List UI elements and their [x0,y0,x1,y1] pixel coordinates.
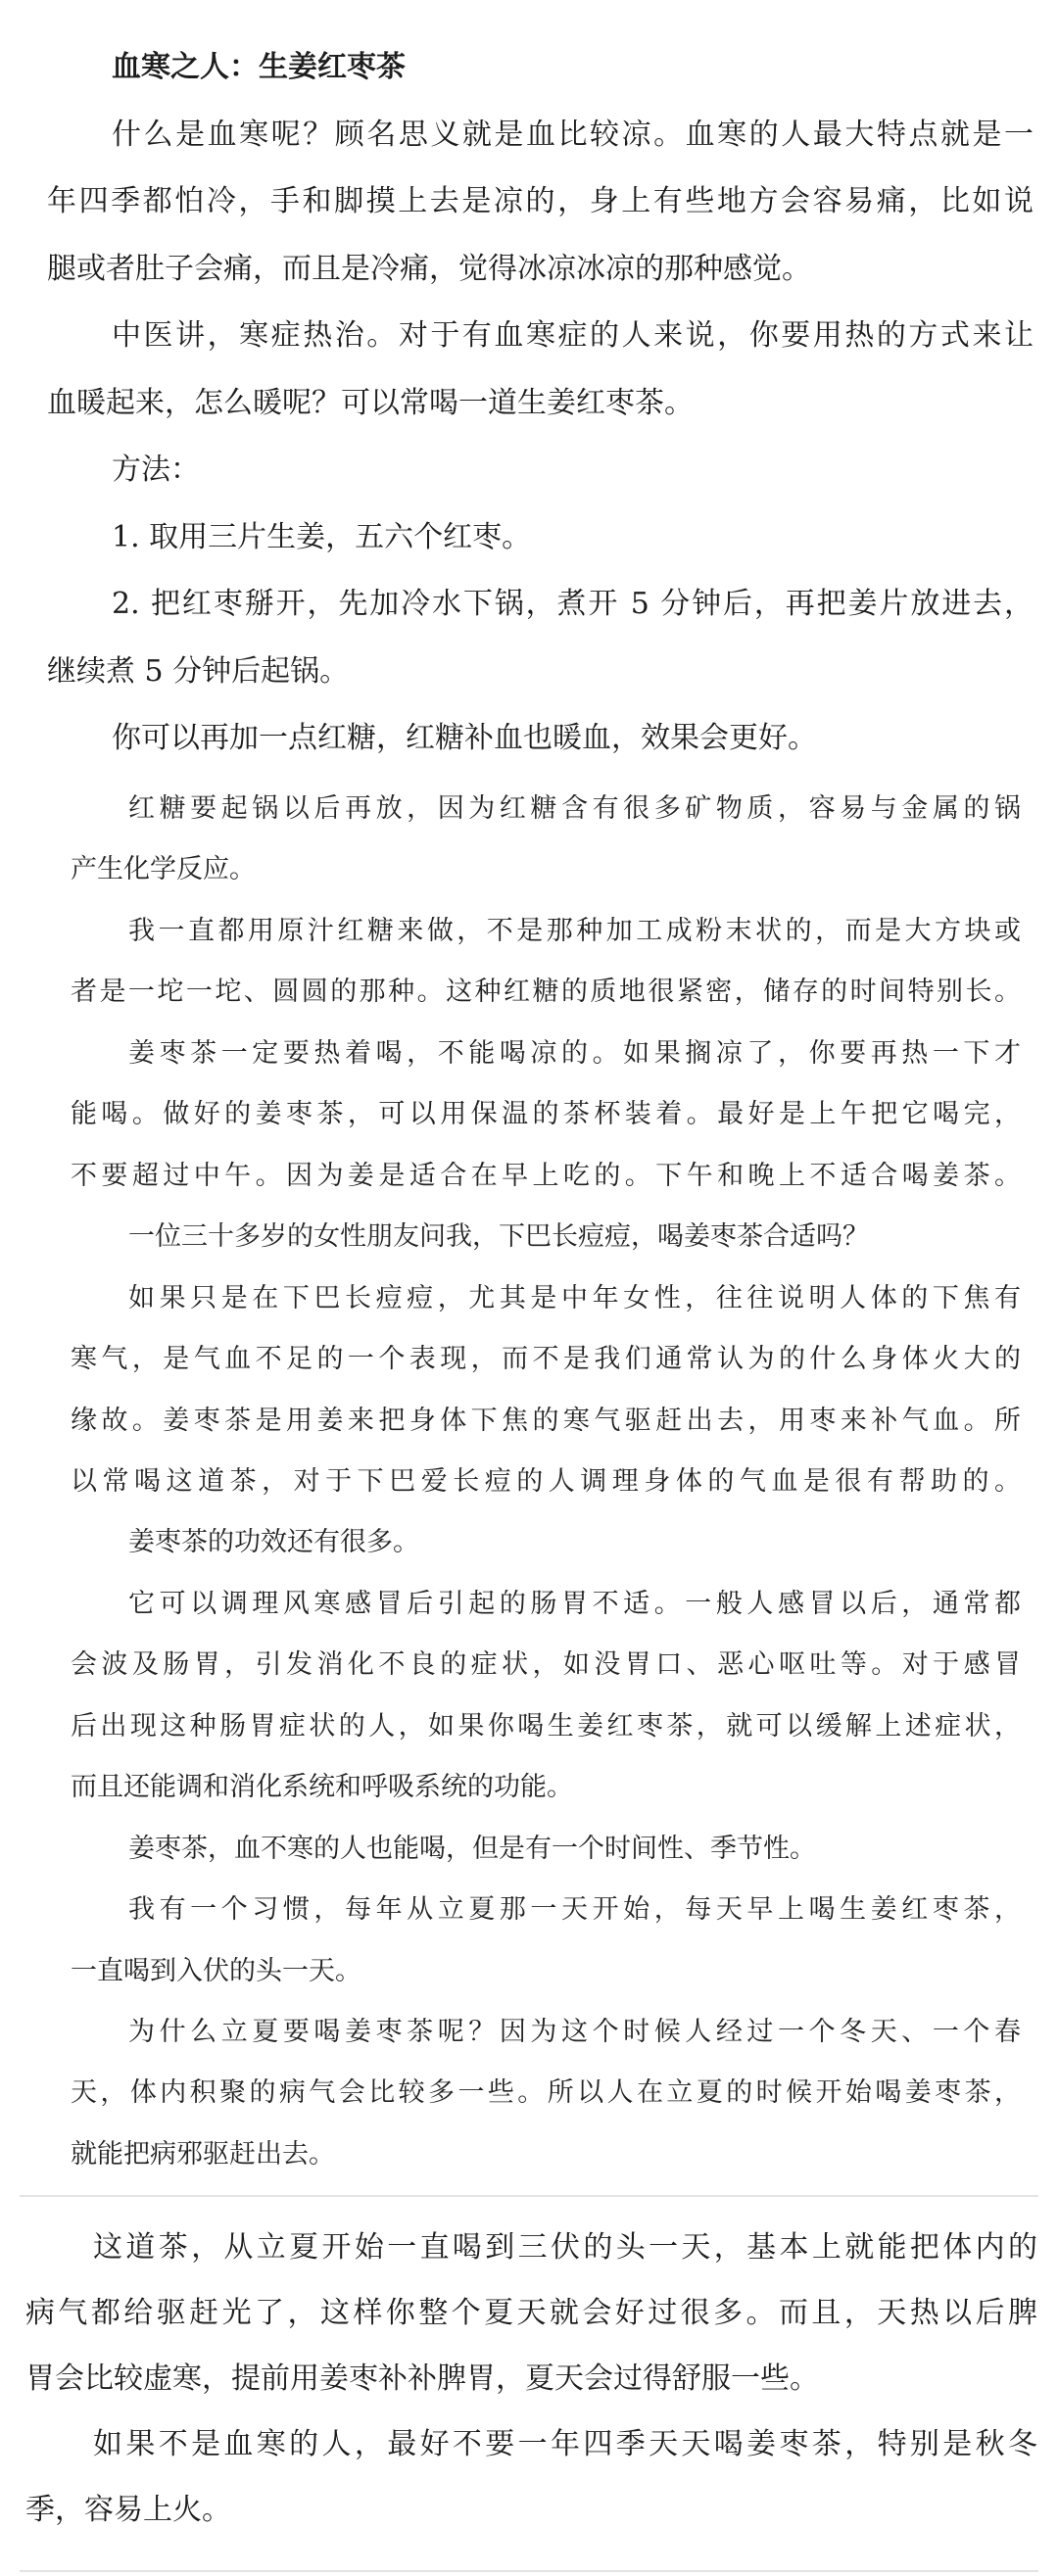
paragraph-line: 我有一个习惯，每年从立夏那一天开始，每天早上喝生姜红枣茶， [128,1894,1021,1926]
paragraph-line: 腿或者肚子会痛，而且是冷痛，觉得冰凉冰凉的那种感觉。 [47,251,811,286]
paragraph-line: 你可以再加一点红糖，红糖补血也暖血，效果会更好。 [112,721,817,755]
paragraph-line: 继续煮 5 分钟后起锅。 [47,653,350,689]
paragraph-line: 血暖起来，怎么暖呢？可以常喝一道生姜红枣茶。 [47,385,694,420]
paragraph-line: 不要超过中午。因为姜是适合在早上吃的。下午和晚上不适合喝姜茶。 [71,1160,1021,1191]
paragraph-line: 这道茶，从立夏开始一直喝到三伏的头一天，基本上就能把体内的 [93,2230,1037,2265]
paragraph-line: 如果只是在下巴长痘痘，尤其是中年女性，往往说明人体的下焦有 [128,1282,1021,1313]
paragraph-line: 2. 把红枣掰开，先加冷水下锅，煮开 5 分钟后，再把姜片放进去， [112,587,1034,621]
paragraph-line: 什么是血寒呢？顾名思义就是血比较凉。血寒的人最大特点就是一 [112,117,1034,152]
paragraph-line: 病气都给驱赶光了，这样你整个夏天就会好过很多。而且，天热以后脾 [25,2296,1037,2330]
paragraph-line: 胃会比较虚寒，提前用姜枣补补脾胃，夏天会过得舒服一些。 [25,2361,819,2396]
paragraph-line: 姜枣茶，血不寒的人也能喝，但是有一个时间性、季节性。 [128,1833,816,1864]
paragraph-line: 我一直都用原汁红糖来做，不是那种加工成粉末状的，而是大方块或 [128,915,1021,946]
section-divider [20,2570,1038,2572]
paragraph-line: 产生化学反应。 [71,854,256,885]
paragraph-line: 一位三十多岁的女性朋友问我，下巴长痘痘，喝姜枣茶合适吗？ [128,1221,869,1253]
paragraph-line: 方法： [112,453,200,487]
paragraph-line: 以常喝这道茶，对于下巴爱长痘的人调理身体的气血是很有帮助的。 [71,1465,1021,1497]
paragraph-line: 寒气，是气血不足的一个表现，而不是我们通常认为的什么身体火大的 [71,1344,1021,1375]
paragraph-line: 红糖要起锅以后再放，因为红糖含有很多矿物质，容易与金属的锅 [128,793,1021,824]
section-divider [20,2195,1038,2197]
paragraph-line: 缘故。姜枣茶是用姜来把身体下焦的寒气驱赶出去，用枣来补气血。所 [71,1405,1021,1436]
paragraph-line: 年四季都怕冷，手和脚摸上去是凉的，身上有些地方会容易痛，比如说 [47,184,1034,218]
paragraph-line: 能喝。做好的姜枣茶，可以用保温的茶杯装着。最好是上午把它喝完， [71,1099,1021,1130]
paragraph-line: 姜枣茶的功效还有很多。 [128,1527,419,1558]
paragraph-line: 一直喝到入伏的头一天。 [71,1955,361,1986]
paragraph-line: 季，容易上火。 [25,2493,231,2527]
paragraph-line: 它可以调理风寒感冒后引起的肠胃不适。一般人感冒以后，通常都 [128,1588,1021,1619]
paragraph-line: 为什么立夏要喝姜枣茶呢？因为这个时候人经过一个冬天、一个春 [128,2017,1021,2047]
paragraph-line: 中医讲，寒症热治。对于有血寒症的人来说，你要用热的方式来让 [112,318,1034,353]
paragraph-line: 者是一坨一坨、圆圆的那种。这种红糖的质地很紧密，储存的时间特别长。 [71,977,1021,1008]
paragraph-line: 而且还能调和消化系统和呼吸系统的功能。 [71,1772,573,1803]
paragraph-line: 后出现这种肠胃症状的人，如果你喝生姜红枣茶，就可以缓解上述症状， [71,1710,1021,1741]
paragraph-line: 就能把病邪驱赶出去。 [71,2138,335,2170]
paragraph-line: 天，体内积聚的病气会比较多一些。所以人在立夏的时候开始喝姜枣茶， [71,2077,1021,2109]
paragraph-line: 会波及肠胃，引发消化不良的症状，如没胃口、恶心呕吐等。对于感冒 [71,1649,1021,1681]
paragraph-line: 1. 取用三片生姜，五六个红枣。 [112,519,532,554]
article-title: 血寒之人：生姜红枣茶 [112,50,406,84]
paragraph-line: 如果不是血寒的人，最好不要一年四季天天喝姜枣茶，特别是秋冬 [93,2427,1037,2461]
paragraph-line: 姜枣茶一定要热着喝，不能喝凉的。如果搁凉了，你要再热一下才 [128,1037,1021,1069]
